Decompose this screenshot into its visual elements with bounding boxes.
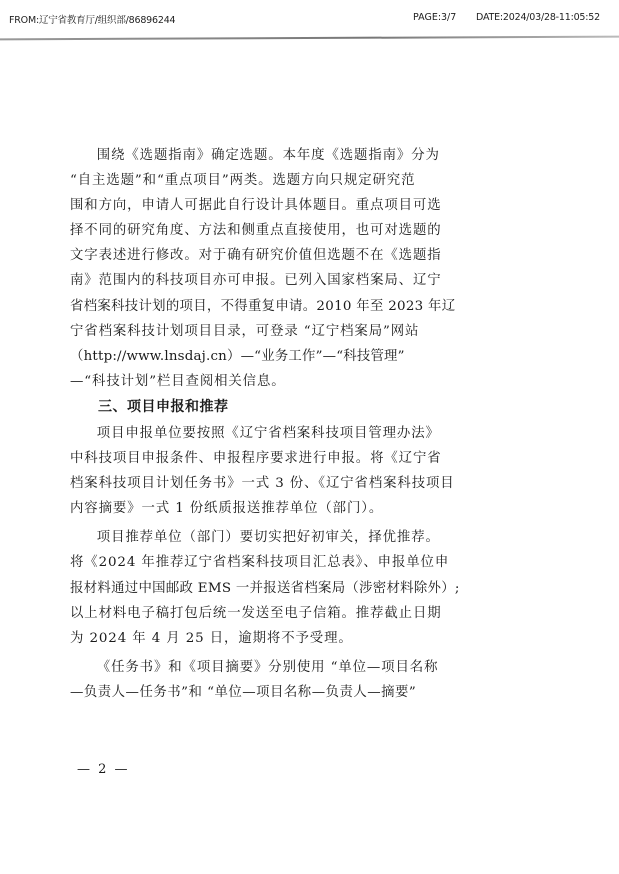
text-line: 择不同的研究角度、方法和侧重点直接使用，也可对选题的 [70, 223, 442, 239]
paragraph-recommendation [70, 525, 540, 650]
text-line: 项目推荐单位（部门）要切实把好初审关，择优推荐。 [96, 530, 440, 546]
page-number: — 2 — [77, 762, 130, 777]
text-line: 围绕《选题指南》确定选题。本年度《选题指南》分为 [96, 148, 440, 163]
text-line: 将《2024 年推荐辽宁省档案科技项目汇总表》、申报单位申 [70, 555, 450, 571]
section-heading: 三、项目申报和推荐 [98, 398, 229, 415]
text-line: —负责人—任务书”和 “单位—项目名称—负责人—摘要” [70, 684, 417, 700]
text-line: 以上材料电子稿打包后统一发送至电子信箱。推荐截止日期 [70, 605, 442, 621]
text-line: 《任务书》和《项目摘要》分别使用 “单位—项目名称 [96, 659, 439, 675]
text-line: 中科技项目申报条件、申报程序要求进行申报。将《辽宁省 [70, 451, 442, 467]
text-line: （http://www.lnsdaj.cn）—“业务工作”—“科技管理” [70, 348, 405, 364]
paragraph-application [70, 421, 540, 521]
fax-header-divider [0, 36, 619, 41]
text-line: 宁省档案科技计划项目目录，可登录 “辽宁档案局”网站 [70, 323, 420, 339]
text-line: 为 2024 年 4 月 25 日，逾期将不予受理。 [70, 630, 353, 646]
text-line: —“科技计划”栏目查阅相关信息。 [70, 373, 286, 389]
fax-page-indicator: PAGE:3/7 [413, 12, 457, 23]
fax-date: DATE:2024/03/28-11:05:52 [476, 12, 600, 23]
document-body [70, 143, 540, 705]
paragraph-file-naming [70, 655, 540, 705]
fax-header [0, 8, 619, 28]
text-line: 围和方向，申请人可据此自行设计具体题目。重点项目可选 [70, 198, 442, 214]
text-line: 档案科技项目计划任务书》一式 3 份、《辽宁省档案科技项目 [70, 476, 455, 492]
text-line: 内容摘要》一式 1 份纸质报送推荐单位（部门）。 [70, 501, 384, 517]
fax-from: FROM:辽宁省教育厅/组织部/86896244 [9, 15, 176, 26]
text-line: 南》范围内的科技项目亦可申报。已列入国家档案局、辽宁 [70, 273, 442, 289]
text-line: 省档案科技计划的项目，不得重复申请。2010 年至 2023 年辽 [70, 298, 456, 314]
text-line: “自主选题”和“重点项目”两类。选题方向只规定研究范 [70, 173, 416, 189]
text-line: 报材料通过中国邮政 EMS 一并报送省档案局（涉密材料除外）; [70, 580, 460, 596]
text-line: 项目申报单位要按照《辽宁省档案科技项目管理办法》 [96, 425, 440, 441]
paragraph-topic-selection [70, 143, 540, 394]
text-line: 文字表述进行修改。对于确有研究价值但选题不在《选题指 [70, 248, 442, 264]
